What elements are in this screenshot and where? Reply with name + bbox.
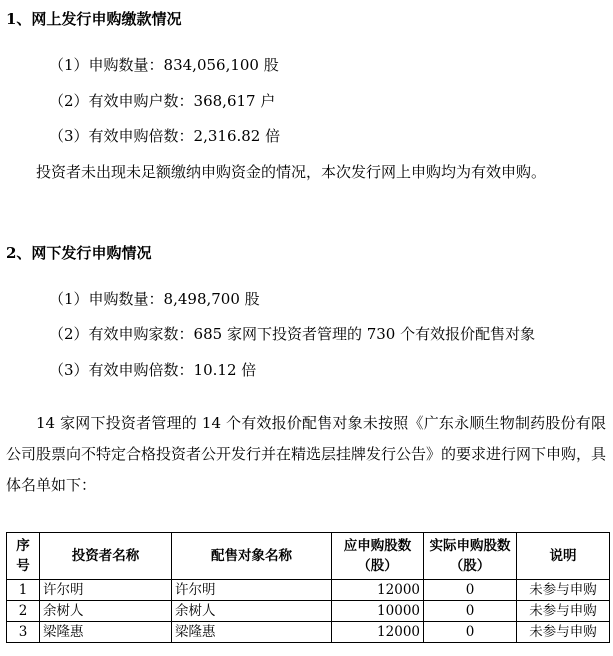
section1-paragraph: 投资者未出现未足额缴纳申购资金的情况，本次发行网上申购均为有效申购。 xyxy=(36,163,547,181)
non-participation-table xyxy=(6,532,610,643)
cell-note: 未参与申购 xyxy=(517,622,610,643)
offline-valid-count: （2）有效申购家数：685 家网下投资者管理的 730 个有效报价配售对象 xyxy=(49,325,536,343)
header-actual-subscribe-shares: 实际申购股数（股） xyxy=(424,533,517,580)
header-seq: 序号 xyxy=(7,533,40,580)
table-header-row xyxy=(7,533,610,580)
section2-heading: 2、网下发行申购情况 xyxy=(6,244,152,262)
header-note: 说明 xyxy=(517,533,610,580)
section2-paragraph: 14 家网下投资者管理的 14 个有效报价配售对象未按照《广东永顺生物制药股份有限公司股票向不特定合格投资者公开发行并在精选层挂牌发行公告》的要求进行网下申购，具体名单如下： xyxy=(6,414,607,494)
online-valid-multiple: （3）有效申购倍数：2,316.82 倍 xyxy=(49,127,281,145)
section1-heading: 1、网上发行申购缴款情况 xyxy=(6,10,182,28)
cell-note: 未参与申购 xyxy=(517,601,610,622)
offline-valid-multiple: （3）有效申购倍数：10.12 倍 xyxy=(49,361,257,379)
cell-actual-subscribe-shares: 0 xyxy=(424,601,517,622)
cell-seq: 2 xyxy=(7,601,40,622)
cell-actual-subscribe-shares: 0 xyxy=(424,622,517,643)
header-placement-name: 配售对象名称 xyxy=(172,533,332,580)
cell-investor-name: 余树人 xyxy=(40,601,172,622)
cell-seq: 1 xyxy=(7,580,40,601)
table-row xyxy=(7,622,610,643)
cell-should-subscribe-shares: 12000 xyxy=(332,580,424,601)
table-row xyxy=(7,580,610,601)
header-should-subscribe-shares: 应申购股数（股） xyxy=(332,533,424,580)
cell-placement-name: 余树人 xyxy=(172,601,332,622)
cell-seq: 3 xyxy=(7,622,40,643)
header-investor-name: 投资者名称 xyxy=(40,533,172,580)
cell-should-subscribe-shares: 12000 xyxy=(332,622,424,643)
cell-placement-name: 梁隆惠 xyxy=(172,622,332,643)
cell-investor-name: 梁隆惠 xyxy=(40,622,172,643)
cell-should-subscribe-shares: 10000 xyxy=(332,601,424,622)
cell-note: 未参与申购 xyxy=(517,580,610,601)
online-subscription-quantity: （1）申购数量：834,056,100 股 xyxy=(49,56,279,74)
offline-subscription-quantity: （1）申购数量：8,498,700 股 xyxy=(49,290,260,308)
online-valid-accounts: （2）有效申购户数：368,617 户 xyxy=(49,92,276,110)
cell-actual-subscribe-shares: 0 xyxy=(424,580,517,601)
cell-placement-name: 许尔明 xyxy=(172,580,332,601)
cell-investor-name: 许尔明 xyxy=(40,580,172,601)
table-row xyxy=(7,601,610,622)
